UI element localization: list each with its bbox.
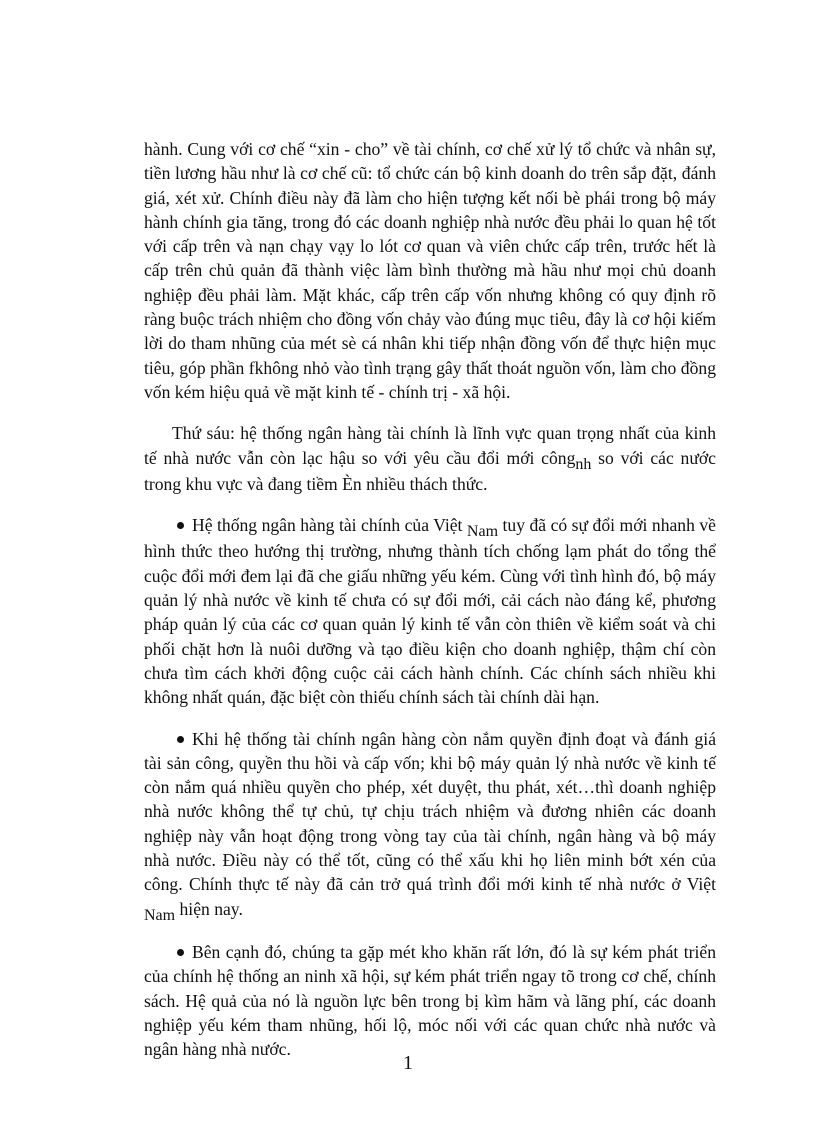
paragraph-2-subscript: nh <box>575 455 592 473</box>
bullet-item-2 <box>144 727 716 923</box>
bullet-1-text: Hệ thống ngân hàng tài chính của Việt <box>192 515 467 536</box>
paragraph-1: hành. Cung với cơ chế “xin - cho” về tài chính, cơ chế xử lý tổ chức và nhân sự, tiền lương hầu như là cơ chế cũ: tổ chức cán bộ kinh doanh do trên sắp đặt, đánh giá, xét xử. Chính điều này đã làm cho hiện tượng kết nối bè phái trong bộ máy hành chính gia tăng, trong đó các doanh nghiệp nhà nước đều phải lo quan hệ tốt với cấp trên và nạn chạy vạy lo lót cơ quan và viên chức cấp trên, trước hết là cấp trên chủ quản đã thành việc làm bình thường mà hầu như mọi chủ doanh nghiệp đều phải làm. Mặt khác, cấp trên cấp vốn nhưng không có quy định rõ ràng buộc trách nhiệm cho đồng vốn chảy vào đúng mục tiêu, đây là cơ hội kiếm lời do tham nhũng của mét sè cá nhân khi tiếp nhận đồng vốn để thực hiện mục tiêu, góp phần fkhông nhỏ vào tình trạng gây thất thoát nguồn vốn, làm cho đồng vốn kém hiệu quả về mặt kinh tế - chính trị - xã hội. <box>144 139 716 402</box>
paragraph-2-text-end: so với các nước trong khu vực và đang tiềm Èn nhiều thách thức. <box>144 447 716 494</box>
bullet-item-1 <box>144 513 716 709</box>
bullet-2-text: Khi hệ thống tài chính ngân hàng còn nắm quyền định đoạt và đánh giá tài sản công, quyền thu hồi và cấp vốn; khi bộ máy quản lý nhà nước về kinh tế còn nắm quá nhiều quyền cho phép, xét duyệt, thu phát, xét…thì doanh nghiệp nhà nước không thể tự chủ, tự chịu trách nhiệm và đương nhiên các doanh nghiệp này vẫn hoạt động trong vòng tay của tài chính, ngân hàng và bộ máy nhà nước. Điều này có thể tốt, cũng có thể xấu khi họ liên minh bớt xén của công. Chính thực tế này đã cản trở quá trình đổi mới kinh tế nhà nước ở Việt <box>144 728 716 895</box>
bullet-dot-icon <box>177 522 184 529</box>
bullet-item-3 <box>144 940 716 1061</box>
bullet-1-subscript: Nam <box>466 523 499 541</box>
page-number: 1 <box>403 1052 413 1074</box>
bullet-2-text-end: hiện nay. <box>175 898 243 919</box>
bullet-list <box>144 513 716 1061</box>
bullet-dot-icon <box>177 736 184 743</box>
paragraph-2 <box>144 421 716 496</box>
bullet-3-text: Bên cạnh đó, chúng ta gặp mét kho khăn rất lớn, đó là sự kém phát triển của chính hệ thống an ninh xã hội, sự kém phát triển ngay tõ trong cơ chế, chính sách. Hệ quả của nó là nguồn lực bên trong bị kìm hãm và lãng phí, các doanh nghiệp yếu kém tham nhũng, hối lộ, móc nối với các quan chức nhà nước và ngân hàng nhà nước. <box>144 941 716 1060</box>
paragraph-2-text: Thứ sáu: hệ thống ngân hàng tài chính là lĩnh vực quan trọng nhất của kinh tế nhà nước vẫn còn lạc hậu so với yêu cầu đổi mới công <box>144 423 716 468</box>
bullet-dot-icon <box>177 949 184 956</box>
bullet-1-text-end: tuy đã có sự đổi mới nhanh về hình thức theo hướng thị trường, nhưng thành tích chống lạm phát do tổng thể cuộc đổi mới đem lại đã che giấu những yếu kém. Cùng với tình hình đó, bộ máy quản lý nhà nước về kinh tế chưa có sự đổi mới, cải cách nào đáng kể, phương pháp quản lý của các cơ quan quản lý kinh tế vẫn còn thiên về kiểm soát và chi phối chặt hơn là nuôi dưỡng và tạo điều kiện cho doanh nghiệp, thậm chí còn chưa tìm cách khởi động cuộc cải cách hành chính. Các chính sách nhiều khi không nhất quán, đặc biệt còn thiếu chính sách tài chính dài hạn. <box>144 515 716 708</box>
bullet-2-subscript: Nam <box>144 906 176 924</box>
